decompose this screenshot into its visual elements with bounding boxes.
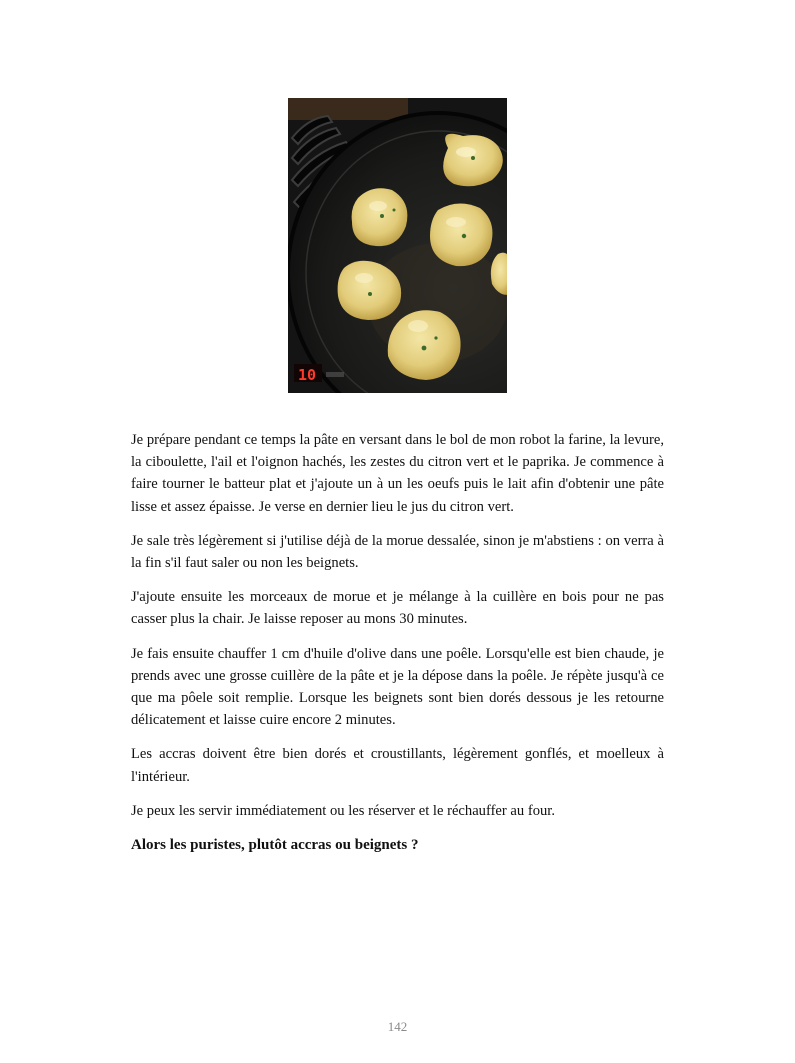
paragraph-batter: Je prépare pendant ce temps la pâte en versant dans le bol de mon robot la farine, la levure, la ciboulette, l'ail et l'oignon hachés, les zestes du citron vert et le paprika. Je commence à faire tourner le batteur plat et j'ajoute un à un les oeufs puis le lait afin d'obtenir une pâte lisse et assez épaisse. Je verse en dernier lieu le jus du citron vert. <box>131 432 664 515</box>
paragraph-serving: Je peux les servir immédiatement ou les réserver et le réchauffer au four. <box>131 802 555 819</box>
paragraph-frying: Je fais ensuite chauffer 1 cm d'huile d'olive dans une poêle. Lorsqu'elle est bien chaude, je prends avec une grosse cuillère de la pâte et je la dépose dans la poêle. Je répète jusqu'à ce que ma pôele soit remplie. Lorsque les beignets sont bien dorés dessous je les retourne délicatement et laisse cuire encore 2 minutes. <box>131 645 664 729</box>
page-number: 142 <box>387 1019 408 1034</box>
closing-question: Alors les puristes, plutôt accras ou beignets ? <box>131 837 419 854</box>
recipe-text <box>131 429 664 868</box>
paragraph-salt: Je sale très légèrement si j'utilise déjà de la morue dessalée, sinon je m'abstiens : on verra à la fin s'il faut saler ou non les beignets. <box>131 532 664 572</box>
paragraph-cod: J'ajoute ensuite les morceaux de morue et je mélange à la cuillère en bois pour ne pas casser plus la chair. Je laisse reposer au mons 30 minutes. <box>131 589 664 628</box>
paragraph-texture: Les accras doivent être bien dorés et croustillants, légèrement gonflés, et moelleux à l'intérieur. <box>131 746 664 785</box>
stove-display-value: 10 <box>298 366 317 384</box>
fritters-in-pan-photo <box>288 98 507 393</box>
